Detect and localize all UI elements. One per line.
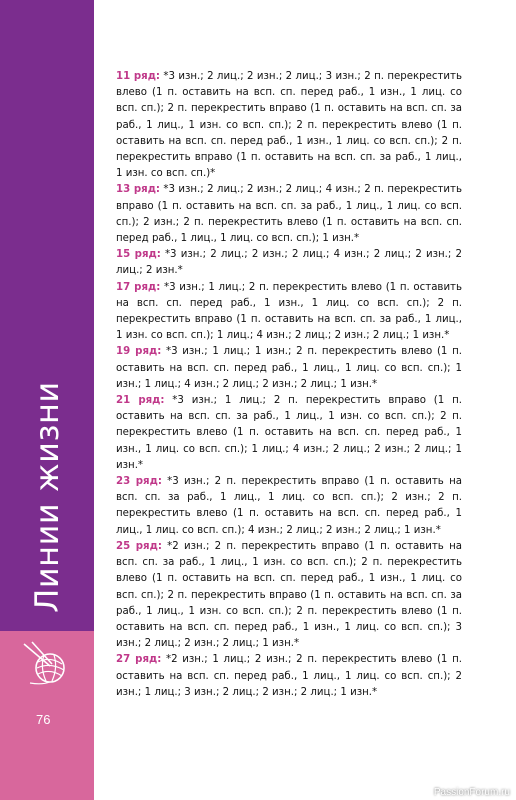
pattern-row bbox=[116, 247, 462, 279]
row-text: *2 изн.; 1 лиц.; 2 изн.; 2 п. перекрестить влево (1 п. оставить на всп. сп. перед раб., 1 лиц., 1 лиц. со всп. сп.); 2 изн.; 1 лиц.; 3 изн.; 2 лиц.; 2 изн.; 2 лиц.; 1 изн.* bbox=[116, 654, 462, 698]
row-label: 21 ряд: bbox=[116, 395, 165, 407]
watermark: PassionForum.ru bbox=[433, 787, 510, 798]
pattern-row bbox=[116, 344, 462, 393]
yarn-ball-with-needles-icon bbox=[20, 640, 72, 686]
row-label: 27 ряд: bbox=[116, 654, 162, 666]
sidebar bbox=[0, 0, 94, 800]
section-title: Линии жизни bbox=[28, 381, 66, 613]
row-label: 13 ряд: bbox=[116, 184, 160, 196]
pattern-row bbox=[116, 539, 462, 652]
pattern-row bbox=[116, 280, 462, 345]
pattern-row bbox=[116, 182, 462, 247]
sidebar-purple-band bbox=[0, 0, 94, 631]
row-text: *3 изн.; 2 лиц.; 2 изн.; 2 лиц.; 3 изн.; 2 п. перекрестить влево (1 п. оставить на всп. сп. перед раб., 1 изн., 1 лиц. со всп. сп.); 2 п. перекрестить вправо (1 п. оставить на всп. сп. за раб., 1 лиц., 1 изн. со всп. сп.); 2 п. перекрестить влево (1 п. оставить на всп. сп. перед раб., 1 изн., 1 лиц. со всп. сп.); 2 п. перекрестить вправо (1 п. оставить на всп. сп. за раб., 1 лиц., 1 изн. со всп. сп.)* bbox=[116, 71, 462, 180]
row-text: *3 изн.; 1 лиц.; 2 п. перекрестить влево (1 п. оставить на всп. сп. перед раб., 1 изн., 1 лиц. со всп. сп.); 2 п. перекрестить вправо (1 п. оставить на всп. сп. за раб., 1 лиц., 1 изн. со всп. сп.); 1 лиц.; 4 изн.; 2 лиц.; 2 изн.; 2 лиц.; 1 изн.* bbox=[116, 281, 463, 342]
row-text: *3 изн.; 2 лиц.; 2 изн.; 2 лиц.; 4 изн.; 2 п. перекрестить вправо (1 п. оставить на всп. сп. за раб., 1 лиц., 1 лиц. со всп. сп.); 2 изн.; 2 п. перекрестить влево (1 п. оставить на всп. сп. перед раб., 1 лиц., 1 лиц. со всп. сп.); 1 изн.* bbox=[116, 184, 462, 245]
page-number: 76 bbox=[36, 712, 51, 727]
row-label: 25 ряд: bbox=[116, 540, 162, 552]
row-label: 23 ряд: bbox=[116, 476, 162, 488]
row-text: *3 изн.; 2 лиц.; 2 изн.; 2 лиц.; 4 изн.; 2 лиц.; 2 изн.; 2 лиц.; 2 изн.* bbox=[116, 249, 462, 277]
row-label: 19 ряд: bbox=[116, 346, 162, 358]
pattern-row bbox=[116, 474, 462, 539]
pattern-row bbox=[116, 652, 462, 701]
pattern-row bbox=[116, 393, 462, 474]
pattern-instructions bbox=[116, 69, 462, 701]
row-text: *3 изн.; 1 лиц.; 2 п. перекрестить вправо (1 п. оставить на всп. сп. за раб., 1 лиц., 1 изн. со всп. сп.); 2 п. перекрестить влево (1 п. оставить на всп. сп. перед раб., 1 изн., 1 лиц. со всп. сп.); 1 лиц.; 4 изн.; 2 лиц.; 2 изн.; 2 лиц.; 1 изн.* bbox=[116, 395, 463, 471]
row-label: 11 ряд: bbox=[116, 71, 160, 82]
row-label: 17 ряд: bbox=[116, 281, 161, 293]
row-text: *3 изн.; 2 п. перекрестить вправо (1 п. оставить на всп. сп. за раб., 1 лиц., 1 лиц. со всп. сп.); 2 изн.; 2 п. перекрестить влево (1 п. оставить на всп. сп. перед раб., 1 лиц., 1 лиц. со всп. сп.); 4 изн.; 2 лиц.; 2 изн.; 2 лиц.; 1 изн.* bbox=[116, 476, 462, 536]
pattern-row bbox=[116, 69, 462, 182]
row-text: *3 изн.; 1 лиц.; 1 изн.; 2 п. перекрестить влево (1 п. оставить на всп. сп. перед раб., 1 лиц., 1 лиц. со всп. сп.); 1 изн.; 1 лиц.; 4 изн.; 2 лиц.; 2 изн.; 2 лиц.; 1 изн.* bbox=[116, 346, 462, 390]
row-text: *2 изн.; 2 п. перекрестить вправо (1 п. оставить на всп. сп. за раб., 1 лиц., 1 изн. со всп. сп.); 2 п. перекрестить влево (1 п. оставить на всп. сп. перед раб., 1 изн., 1 лиц. со всп. сп.); 2 п. перекрестить вправо (1 п. оставить на всп. сп. за раб., 1 лиц., 1 изн. со всп. сп.); 2 п. перекрестить влево (1 п. оставить на всп. сп. перед раб., 1 изн., 1 лиц. со всп. сп.); 3 изн.; 2 лиц.; 2 изн.; 2 лиц.; 1 изн.* bbox=[116, 540, 462, 650]
row-label: 15 ряд: bbox=[116, 249, 161, 261]
